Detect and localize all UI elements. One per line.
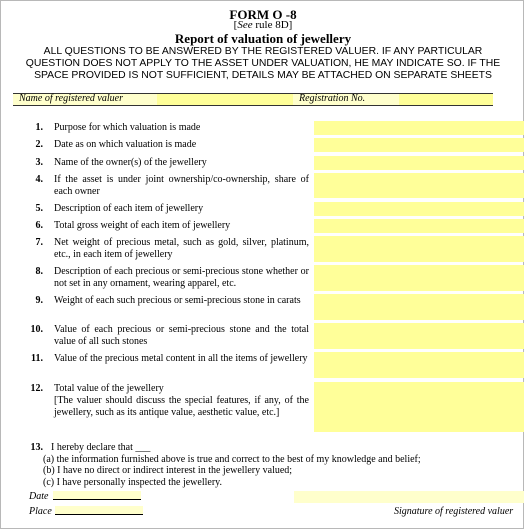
declaration-item: (a) the information furnished above is true and correct to the best of my knowledge and belief; [43, 453, 421, 465]
question-number: 1. [35, 122, 43, 133]
answer-field[interactable] [314, 219, 524, 233]
date-field[interactable] [53, 491, 141, 500]
signature-field[interactable] [294, 491, 524, 503]
question-text: Date as on which valuation is made [54, 139, 197, 150]
question-text: Net weight of precious metal, such as gold, silver, platinum, etc., in each item of jewellery [54, 237, 309, 260]
place-label: Place [29, 506, 52, 517]
question-text: Value of the precious metal content in all the items of jewellery [54, 353, 308, 364]
question-text: Weight of each such precious or semi-precious stone in carats [54, 295, 301, 306]
answer-field[interactable] [314, 156, 524, 170]
valuer-name-label: Name of registered valuer [19, 93, 123, 104]
question-number: 8. [35, 266, 43, 277]
question-number: 6. [35, 220, 43, 231]
answer-field[interactable] [314, 121, 524, 135]
answer-field[interactable] [314, 236, 524, 262]
registration-no-field[interactable] [399, 94, 493, 105]
answer-field[interactable] [314, 382, 524, 432]
question-text: Total gross weight of each item of jewellery [54, 220, 231, 231]
signature-label: Signature of registered valuer [394, 506, 514, 517]
question-number: 12. [30, 383, 43, 394]
answer-field[interactable] [314, 294, 524, 320]
question-number: 9. [35, 295, 43, 306]
question-number: 4. [35, 174, 43, 185]
question-text: Purpose for which valuation is made [54, 122, 201, 133]
instructions [5, 46, 521, 82]
rule-reference: [See rule 8D] [233, 19, 293, 31]
question-number: 2. [35, 139, 43, 150]
instruction-line: QUESTION DOES NOT APPLY TO THE ASSET UNDER VALUATION, HE MAY INDICATE SO. IF THE [25, 58, 501, 69]
valuer-name-field[interactable] [157, 94, 293, 105]
question-text: Description of each item of jewellery [54, 203, 204, 214]
form-number: FORM O -8 [229, 7, 297, 22]
question-number: 7. [35, 237, 43, 248]
question-text: Value of each precious or semi-precious stone and the total value of all such stones [54, 324, 309, 347]
question-title: Total value of the jewellery [54, 383, 164, 394]
instruction-line: SPACE PROVIDED IS NOT SUFFICIENT, DETAILS MAY BE ATTACHED ON SEPARATE SHEETS [34, 70, 492, 81]
declaration-item: (c) I have personally inspected the jewellery. [43, 476, 222, 488]
form-title: Report of valuation of jewellery [174, 31, 352, 46]
question-number: 3. [35, 157, 43, 168]
question-text: Description of each precious or semi-precious stone whether or not set in any ornament, wearing apparel, etc. [54, 266, 309, 289]
answer-field[interactable] [314, 352, 524, 378]
question-note: [The valuer should discuss the special features, if any, of the jewellery, such as its antique value, aesthetic value, etc.] [54, 395, 309, 418]
declaration [43, 442, 421, 488]
question-text: Name of the owner(s) of the jewellery [54, 157, 207, 168]
question-text: If the asset is under joint ownership/co-ownership, share of each owner [54, 174, 309, 197]
answer-field[interactable] [314, 202, 524, 216]
answer-field[interactable] [314, 173, 524, 198]
answer-field[interactable] [314, 138, 524, 152]
declaration-intro: I hereby declare that ___ [51, 442, 151, 453]
question-number: 5. [35, 203, 43, 214]
question-number: 11. [31, 353, 43, 364]
valuer-bar [13, 93, 493, 106]
place-field[interactable] [55, 506, 143, 515]
question-text [54, 383, 309, 419]
registration-no-label: Registration No. [299, 93, 366, 104]
instruction-line: ALL QUESTIONS TO BE ANSWERED BY THE REGISTERED VALUER. IF ANY PARTICULAR [43, 46, 483, 57]
declaration-item: (b) I have no direct or indirect interest in the jewellery valued; [43, 465, 293, 476]
declaration-number: 13. [30, 442, 43, 453]
answer-field[interactable] [314, 323, 524, 349]
answer-field[interactable] [314, 265, 524, 291]
date-label: Date [29, 491, 49, 502]
question-number: 10. [30, 324, 43, 335]
